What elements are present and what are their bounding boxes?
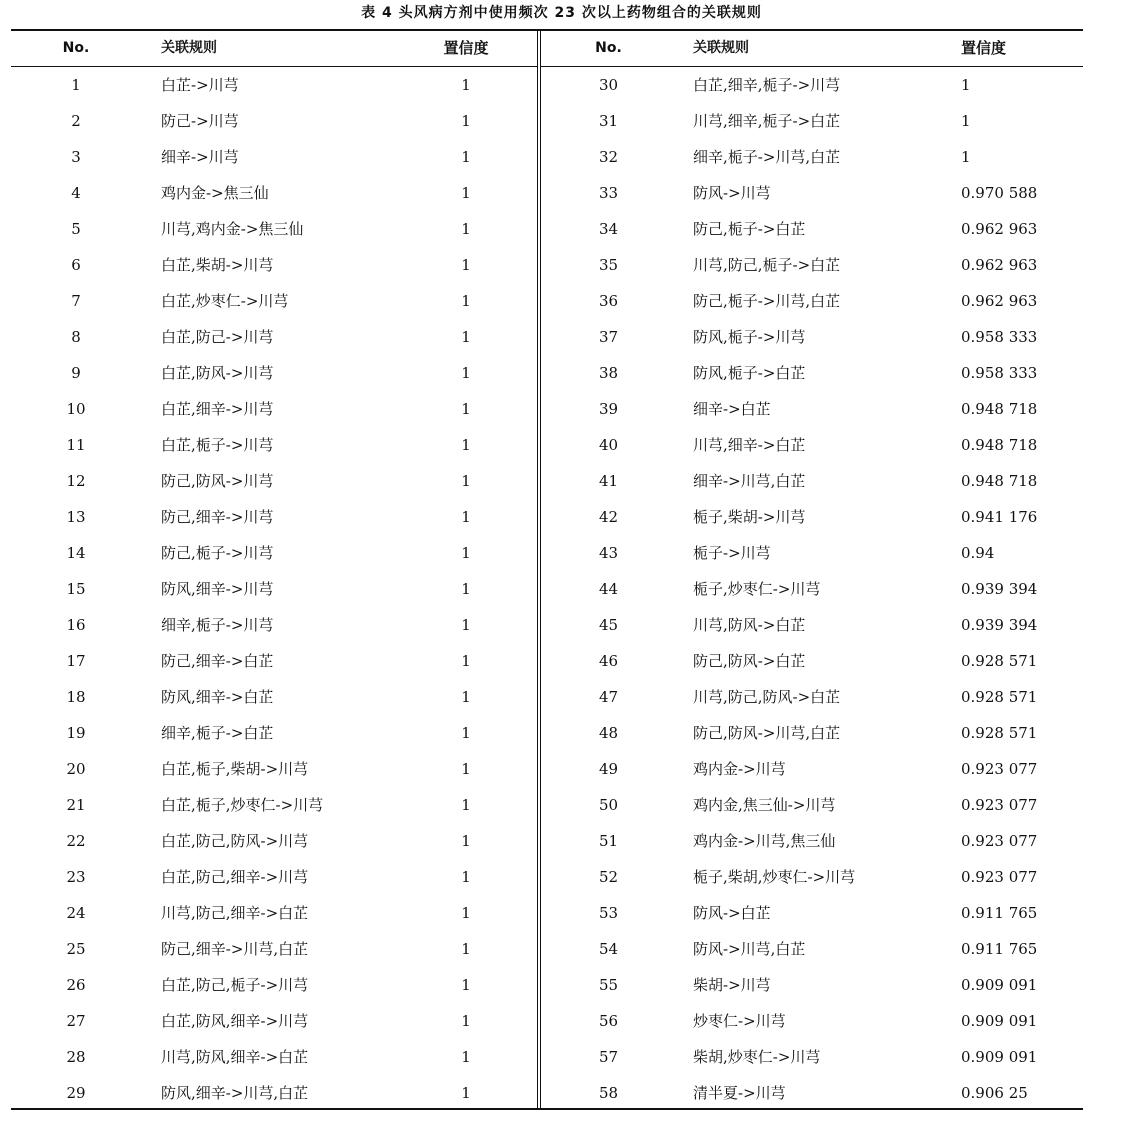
table-row — [541, 787, 1083, 823]
header-row — [541, 30, 1083, 67]
confidence-value: 0.909 091 — [961, 1012, 1038, 1030]
confidence-value: 1 — [461, 616, 471, 634]
row-number: 55 — [598, 976, 619, 994]
row-number: 40 — [598, 436, 619, 454]
table-row — [541, 139, 1083, 175]
confidence-value: 1 — [461, 760, 471, 778]
association-rule: 栀子,炒枣仁->川芎 — [693, 580, 821, 598]
table-row — [541, 931, 1083, 967]
row-number: 3 — [71, 148, 81, 166]
confidence-value: 0.939 394 — [961, 616, 1038, 634]
table-row — [11, 391, 537, 427]
confidence-value: 1 — [461, 400, 471, 418]
association-rule: 川芎,细辛->白芷 — [693, 436, 806, 454]
table-row — [541, 67, 1083, 103]
association-rule: 防己,防风->川芎 — [161, 472, 274, 490]
table-row — [11, 823, 537, 859]
table-row — [541, 391, 1083, 427]
table-row — [541, 463, 1083, 499]
confidence-value: 1 — [461, 796, 471, 814]
row-number: 23 — [66, 868, 86, 886]
confidence-value: 0.928 571 — [961, 688, 1038, 706]
association-rule: 川芎,防己,细辛->白芷 — [161, 904, 309, 922]
row-number: 57 — [598, 1048, 619, 1066]
row-number: 37 — [598, 328, 619, 346]
table-row — [11, 679, 537, 715]
confidence-value: 1 — [461, 220, 471, 238]
confidence-value: 0.948 718 — [961, 436, 1038, 454]
row-number: 16 — [66, 616, 86, 634]
table-row — [11, 643, 537, 679]
association-rule: 防风,栀子->川芎 — [693, 328, 806, 346]
confidence-value: 0.94 — [961, 544, 995, 562]
confidence-value: 1 — [461, 328, 471, 346]
confidence-value: 0.962 963 — [961, 220, 1038, 238]
table-row — [541, 643, 1083, 679]
table-row — [541, 607, 1083, 643]
row-number: 26 — [66, 976, 86, 994]
association-rule: 防己,细辛->白芷 — [161, 652, 274, 670]
table-row — [541, 427, 1083, 463]
association-rule: 鸡内金->焦三仙 — [161, 184, 269, 202]
association-rule: 白芷->川芎 — [161, 76, 239, 94]
table-row — [11, 1003, 537, 1039]
confidence-value: 1 — [461, 184, 471, 202]
row-number: 52 — [598, 868, 619, 886]
row-number: 11 — [66, 436, 86, 454]
row-number: 46 — [598, 652, 619, 670]
table-row — [541, 571, 1083, 607]
confidence-value: 1 — [461, 148, 471, 166]
association-rule: 防己,栀子->白芷 — [693, 220, 806, 238]
row-number: 47 — [598, 688, 619, 706]
table-row — [541, 283, 1083, 319]
header-no: No. — [595, 40, 622, 56]
confidence-value: 0.958 333 — [961, 364, 1038, 382]
row-number: 48 — [598, 724, 619, 742]
row-number: 43 — [598, 544, 619, 562]
row-number: 12 — [66, 472, 86, 490]
row-number: 25 — [66, 940, 86, 958]
table-row — [11, 175, 537, 211]
association-rule: 川芎,细辛,栀子->白芷 — [693, 112, 841, 130]
association-rule: 白芷,栀子->川芎 — [161, 436, 274, 454]
row-number: 54 — [598, 940, 619, 958]
left-table-half — [11, 30, 537, 1111]
table-row — [11, 247, 537, 283]
confidence-value: 0.909 091 — [961, 1048, 1038, 1066]
table-row — [541, 679, 1083, 715]
table-caption: 表 4 头风病方剂中使用频次 23 次以上药物组合的关联规则 — [361, 5, 762, 21]
association-rule: 防己,细辛->川芎,白芷 — [161, 940, 309, 958]
table-row — [541, 319, 1083, 355]
left-table-body — [11, 67, 537, 1111]
header-rule: 关联规则 — [693, 40, 749, 56]
row-number: 6 — [71, 256, 81, 274]
confidence-value: 1 — [461, 1012, 471, 1030]
confidence-value: 0.909 091 — [961, 976, 1038, 994]
row-number: 2 — [71, 112, 81, 130]
row-number: 35 — [598, 256, 619, 274]
table-row — [541, 499, 1083, 535]
table-row — [11, 751, 537, 787]
table-row — [11, 283, 537, 319]
association-rule: 细辛,栀子->白芷 — [161, 724, 274, 742]
row-number: 42 — [598, 508, 619, 526]
confidence-value: 1 — [461, 832, 471, 850]
row-number: 8 — [71, 328, 81, 346]
confidence-value: 0.923 077 — [961, 760, 1038, 778]
confidence-value: 1 — [461, 112, 471, 130]
association-rule: 防己,防风->川芎,白芷 — [693, 724, 841, 742]
table-row — [11, 355, 537, 391]
association-rule: 鸡内金->川芎 — [693, 760, 786, 778]
table-row — [11, 787, 537, 823]
association-rule: 炒枣仁->川芎 — [693, 1012, 786, 1030]
table-row — [541, 211, 1083, 247]
confidence-value: 1 — [461, 1048, 471, 1066]
association-rule: 防风,细辛->川芎,白芷 — [161, 1084, 309, 1102]
confidence-value: 1 — [461, 76, 471, 94]
row-number: 49 — [598, 760, 619, 778]
table-row — [541, 859, 1083, 895]
row-number: 17 — [66, 652, 86, 670]
confidence-value: 1 — [961, 76, 971, 94]
confidence-value: 0.928 571 — [961, 724, 1038, 742]
table-row — [11, 859, 537, 895]
row-number: 51 — [598, 832, 619, 850]
association-rule: 白芷,细辛,栀子->川芎 — [693, 76, 841, 94]
header-confidence: 置信度 — [443, 39, 489, 57]
row-number: 29 — [66, 1084, 86, 1102]
row-number: 33 — [598, 184, 619, 202]
row-number: 5 — [71, 220, 81, 238]
row-number: 30 — [598, 76, 619, 94]
association-rule: 防己->川芎 — [161, 112, 239, 130]
row-number: 22 — [66, 832, 86, 850]
association-rule: 白芷,防己->川芎 — [161, 328, 274, 346]
row-number: 53 — [598, 904, 619, 922]
confidence-value: 1 — [461, 1084, 471, 1102]
association-rule: 防己,栀子->川芎 — [161, 544, 274, 562]
association-rule: 防风,细辛->川芎 — [161, 580, 274, 598]
table-row — [541, 967, 1083, 1003]
row-number: 27 — [66, 1012, 86, 1030]
confidence-value: 0.923 077 — [961, 832, 1038, 850]
association-rule: 栀子,柴胡->川芎 — [693, 508, 806, 526]
row-number: 39 — [598, 400, 619, 418]
confidence-value: 0.928 571 — [961, 652, 1038, 670]
association-rule: 川芎,鸡内金->焦三仙 — [161, 220, 304, 238]
association-rule: 防风->白芷 — [693, 904, 771, 922]
row-number: 56 — [598, 1012, 619, 1030]
table-row — [11, 427, 537, 463]
association-rule: 防风->川芎,白芷 — [693, 940, 806, 958]
association-rule: 白芷,防己,防风->川芎 — [161, 832, 309, 850]
confidence-value: 1 — [461, 580, 471, 598]
row-number: 10 — [66, 400, 86, 418]
right-table-body — [541, 67, 1083, 1111]
association-rule: 白芷,防己,细辛->川芎 — [161, 868, 309, 886]
confidence-value: 1 — [461, 904, 471, 922]
confidence-value: 1 — [461, 868, 471, 886]
association-rule: 川芎,防己,栀子->白芷 — [693, 256, 841, 274]
confidence-value: 0.923 077 — [961, 868, 1038, 886]
association-rule: 川芎,防己,防风->白芷 — [693, 688, 841, 706]
row-number: 15 — [66, 580, 86, 598]
row-number: 50 — [598, 796, 619, 814]
table-row — [11, 463, 537, 499]
association-rule: 清半夏->川芎 — [693, 1084, 786, 1102]
confidence-value: 0.941 176 — [961, 508, 1038, 526]
confidence-value: 0.962 963 — [961, 292, 1038, 310]
association-rule: 细辛,栀子->川芎,白芷 — [693, 148, 841, 166]
confidence-value: 0.970 588 — [961, 184, 1038, 202]
association-rule: 细辛,栀子->川芎 — [161, 616, 274, 634]
row-number: 28 — [66, 1048, 86, 1066]
association-rule: 白芷,栀子,柴胡->川芎 — [161, 760, 309, 778]
row-number: 20 — [66, 760, 86, 778]
row-number: 45 — [598, 616, 619, 634]
table-row — [11, 535, 537, 571]
table-row — [11, 895, 537, 931]
table-row — [11, 571, 537, 607]
association-rule: 川芎,防风->白芷 — [693, 616, 806, 634]
association-rule: 川芎,防风,细辛->白芷 — [161, 1048, 309, 1066]
association-rule: 白芷,炒枣仁->川芎 — [161, 292, 289, 310]
association-rule: 鸡内金->川芎,焦三仙 — [693, 832, 836, 850]
row-number: 13 — [66, 508, 86, 526]
table-row — [11, 715, 537, 751]
row-number: 9 — [71, 364, 81, 382]
table-row — [541, 1075, 1083, 1111]
table-row — [541, 751, 1083, 787]
row-number: 36 — [598, 292, 619, 310]
confidence-value: 0.939 394 — [961, 580, 1038, 598]
confidence-value: 0.911 765 — [961, 904, 1038, 922]
table-row — [11, 67, 537, 103]
association-rule: 防风,细辛->白芷 — [161, 688, 274, 706]
association-rule: 细辛->白芷 — [693, 400, 771, 418]
confidence-value: 1 — [461, 472, 471, 490]
confidence-value: 1 — [961, 112, 971, 130]
confidence-value: 1 — [461, 688, 471, 706]
table-row — [11, 1075, 537, 1111]
association-rule: 细辛->川芎 — [161, 148, 239, 166]
table-row — [11, 931, 537, 967]
row-number: 1 — [71, 76, 81, 94]
table-row — [11, 499, 537, 535]
confidence-value: 1 — [461, 652, 471, 670]
row-number: 4 — [71, 184, 81, 202]
row-number: 24 — [66, 904, 86, 922]
row-number: 38 — [598, 364, 619, 382]
confidence-value: 0.948 718 — [961, 400, 1038, 418]
confidence-value: 1 — [461, 940, 471, 958]
table-row — [11, 319, 537, 355]
table-row — [541, 355, 1083, 391]
table-row — [11, 211, 537, 247]
table-row — [541, 103, 1083, 139]
table-row — [541, 715, 1083, 751]
table-row — [11, 139, 537, 175]
table-row — [541, 895, 1083, 931]
row-number: 19 — [66, 724, 86, 742]
association-rule: 柴胡->川芎 — [693, 976, 771, 994]
row-number: 21 — [66, 796, 86, 814]
association-rule: 防己,细辛->川芎 — [161, 508, 274, 526]
association-rule: 栀子,柴胡,炒枣仁->川芎 — [693, 868, 856, 886]
confidence-value: 0.962 963 — [961, 256, 1038, 274]
confidence-value: 0.958 333 — [961, 328, 1038, 346]
row-number: 18 — [66, 688, 86, 706]
confidence-value: 0.923 077 — [961, 796, 1038, 814]
row-number: 34 — [598, 220, 619, 238]
association-rule: 防风->川芎 — [693, 184, 771, 202]
association-rule: 白芷,防己,栀子->川芎 — [161, 976, 309, 994]
row-number: 58 — [598, 1084, 619, 1102]
table-row — [541, 823, 1083, 859]
association-rule: 细辛->川芎,白芷 — [693, 472, 806, 490]
row-number: 44 — [598, 580, 619, 598]
table-row — [11, 103, 537, 139]
table-row — [541, 1039, 1083, 1075]
confidence-value: 1 — [461, 292, 471, 310]
header-confidence: 置信度 — [961, 39, 1007, 57]
table-row — [11, 1039, 537, 1075]
confidence-value: 1 — [461, 436, 471, 454]
header-no: No. — [62, 40, 90, 56]
row-number: 7 — [71, 292, 81, 310]
confidence-value: 1 — [461, 508, 471, 526]
table-row — [11, 607, 537, 643]
confidence-value: 1 — [961, 148, 971, 166]
table-row — [541, 1003, 1083, 1039]
row-number: 41 — [598, 472, 619, 490]
table-row — [541, 247, 1083, 283]
association-rule: 防己,栀子->川芎,白芷 — [693, 292, 841, 310]
table-row — [11, 967, 537, 1003]
association-rule: 栀子->川芎 — [693, 544, 771, 562]
confidence-value: 1 — [461, 976, 471, 994]
association-rule: 白芷,防风->川芎 — [161, 364, 274, 382]
confidence-value: 1 — [461, 256, 471, 274]
association-rule: 防己,防风->白芷 — [693, 652, 806, 670]
association-rule: 柴胡,炒枣仁->川芎 — [693, 1048, 821, 1066]
confidence-value: 1 — [461, 724, 471, 742]
association-rule: 白芷,细辛->川芎 — [161, 400, 274, 418]
confidence-value: 0.948 718 — [961, 472, 1038, 490]
row-number: 14 — [66, 544, 86, 562]
confidence-value: 1 — [461, 364, 471, 382]
row-number: 32 — [598, 148, 619, 166]
confidence-value: 0.911 765 — [961, 940, 1038, 958]
association-rule: 防风,栀子->白芷 — [693, 364, 806, 382]
table-row — [541, 535, 1083, 571]
header-rule: 关联规则 — [161, 40, 217, 56]
confidence-value: 0.906 25 — [961, 1084, 1028, 1102]
association-rule: 白芷,柴胡->川芎 — [161, 256, 274, 274]
table-row — [541, 175, 1083, 211]
association-rule: 白芷,防风,细辛->川芎 — [161, 1012, 309, 1030]
row-number: 31 — [598, 112, 619, 130]
header-row — [11, 30, 537, 67]
right-table-half — [541, 30, 1083, 1111]
bottom-rule — [11, 1108, 1083, 1110]
association-rule: 鸡内金,焦三仙->川芎 — [693, 796, 836, 814]
confidence-value: 1 — [461, 544, 471, 562]
association-rule: 白芷,栀子,炒枣仁->川芎 — [161, 796, 324, 814]
